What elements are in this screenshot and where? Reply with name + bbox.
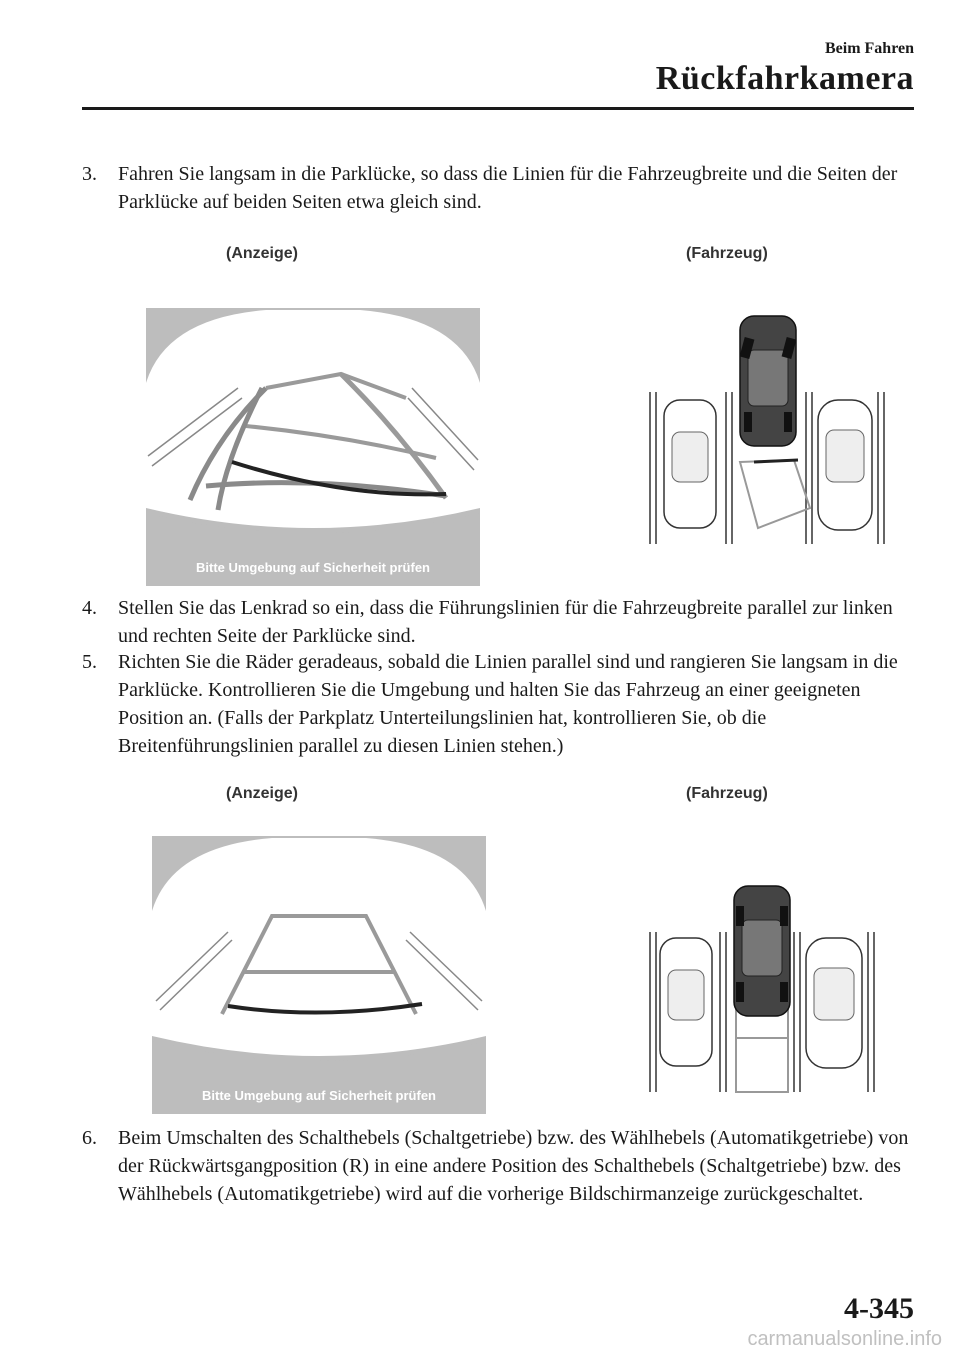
watermark: carmanualsonline.info (747, 1328, 942, 1350)
screen-caption: Bitte Umgebung auf Sicherheit prüfen (195, 560, 431, 575)
page-number: 4-345 (844, 1292, 914, 1325)
step-number: 3. (82, 163, 97, 185)
camera-display-figure-2 (152, 836, 486, 1114)
header-rule (82, 107, 914, 110)
step-4 (82, 594, 922, 650)
step-text: Fahren Sie langsam in die Parklücke, so dass die Linien für die Fahrzeugbreite und die Seiten der Parklücke auf beiden Seiten etwa gleich sind. (118, 163, 898, 213)
vehicle-label: (Fahrzeug) (686, 785, 768, 802)
page-title: Rückfahrkamera (655, 60, 914, 97)
step-5 (82, 648, 922, 760)
step-text: Richten Sie die Räder geradeaus, sobald die Linien parallel sind und rangieren Sie langsam in die Parklücke. Kontrollieren Sie die Umgebung und halten Sie das Fahrzeug an einer geeigneten Position an. (Falls der Parkplatz Unterteilungslinien hat, kontrollieren Sie, ob die Breitenführungslinien parallel zu diesen Linien stehen.) (118, 651, 898, 757)
vehicle-diagram-figure-2 (644, 882, 890, 1098)
step-text: Stellen Sie das Lenkrad so ein, dass die Führungslinien für die Fahrzeugbreite parallel zur linken und rechten Seite der Parklücke sind. (118, 597, 893, 647)
step-number: 6. (82, 1127, 97, 1149)
section-name: Beim Fahren (824, 40, 914, 57)
vehicle-label: (Fahrzeug) (686, 245, 768, 262)
display-label: (Anzeige) (226, 785, 298, 802)
step-3 (82, 160, 922, 216)
step-6 (82, 1124, 922, 1208)
step-number: 4. (82, 597, 97, 619)
screen-caption: Bitte Umgebung auf Sicherheit prüfen (201, 1088, 437, 1103)
step-number: 5. (82, 651, 97, 673)
camera-display-figure-1 (146, 308, 480, 586)
step-text: Beim Umschalten des Schalthebels (Schaltgetriebe) bzw. des Wählhebels (Automatikgetriebe) von der Rückwärtsgangposition (R) in eine andere Position des Schalthebels (Schaltgetriebe) bzw. des Wählhebels (Automatikgetriebe) wird auf die vorherige Bildschirmanzeige zurückgeschaltet. (118, 1127, 909, 1205)
display-label: (Anzeige) (226, 245, 298, 262)
vehicle-diagram-figure-1 (644, 312, 890, 550)
